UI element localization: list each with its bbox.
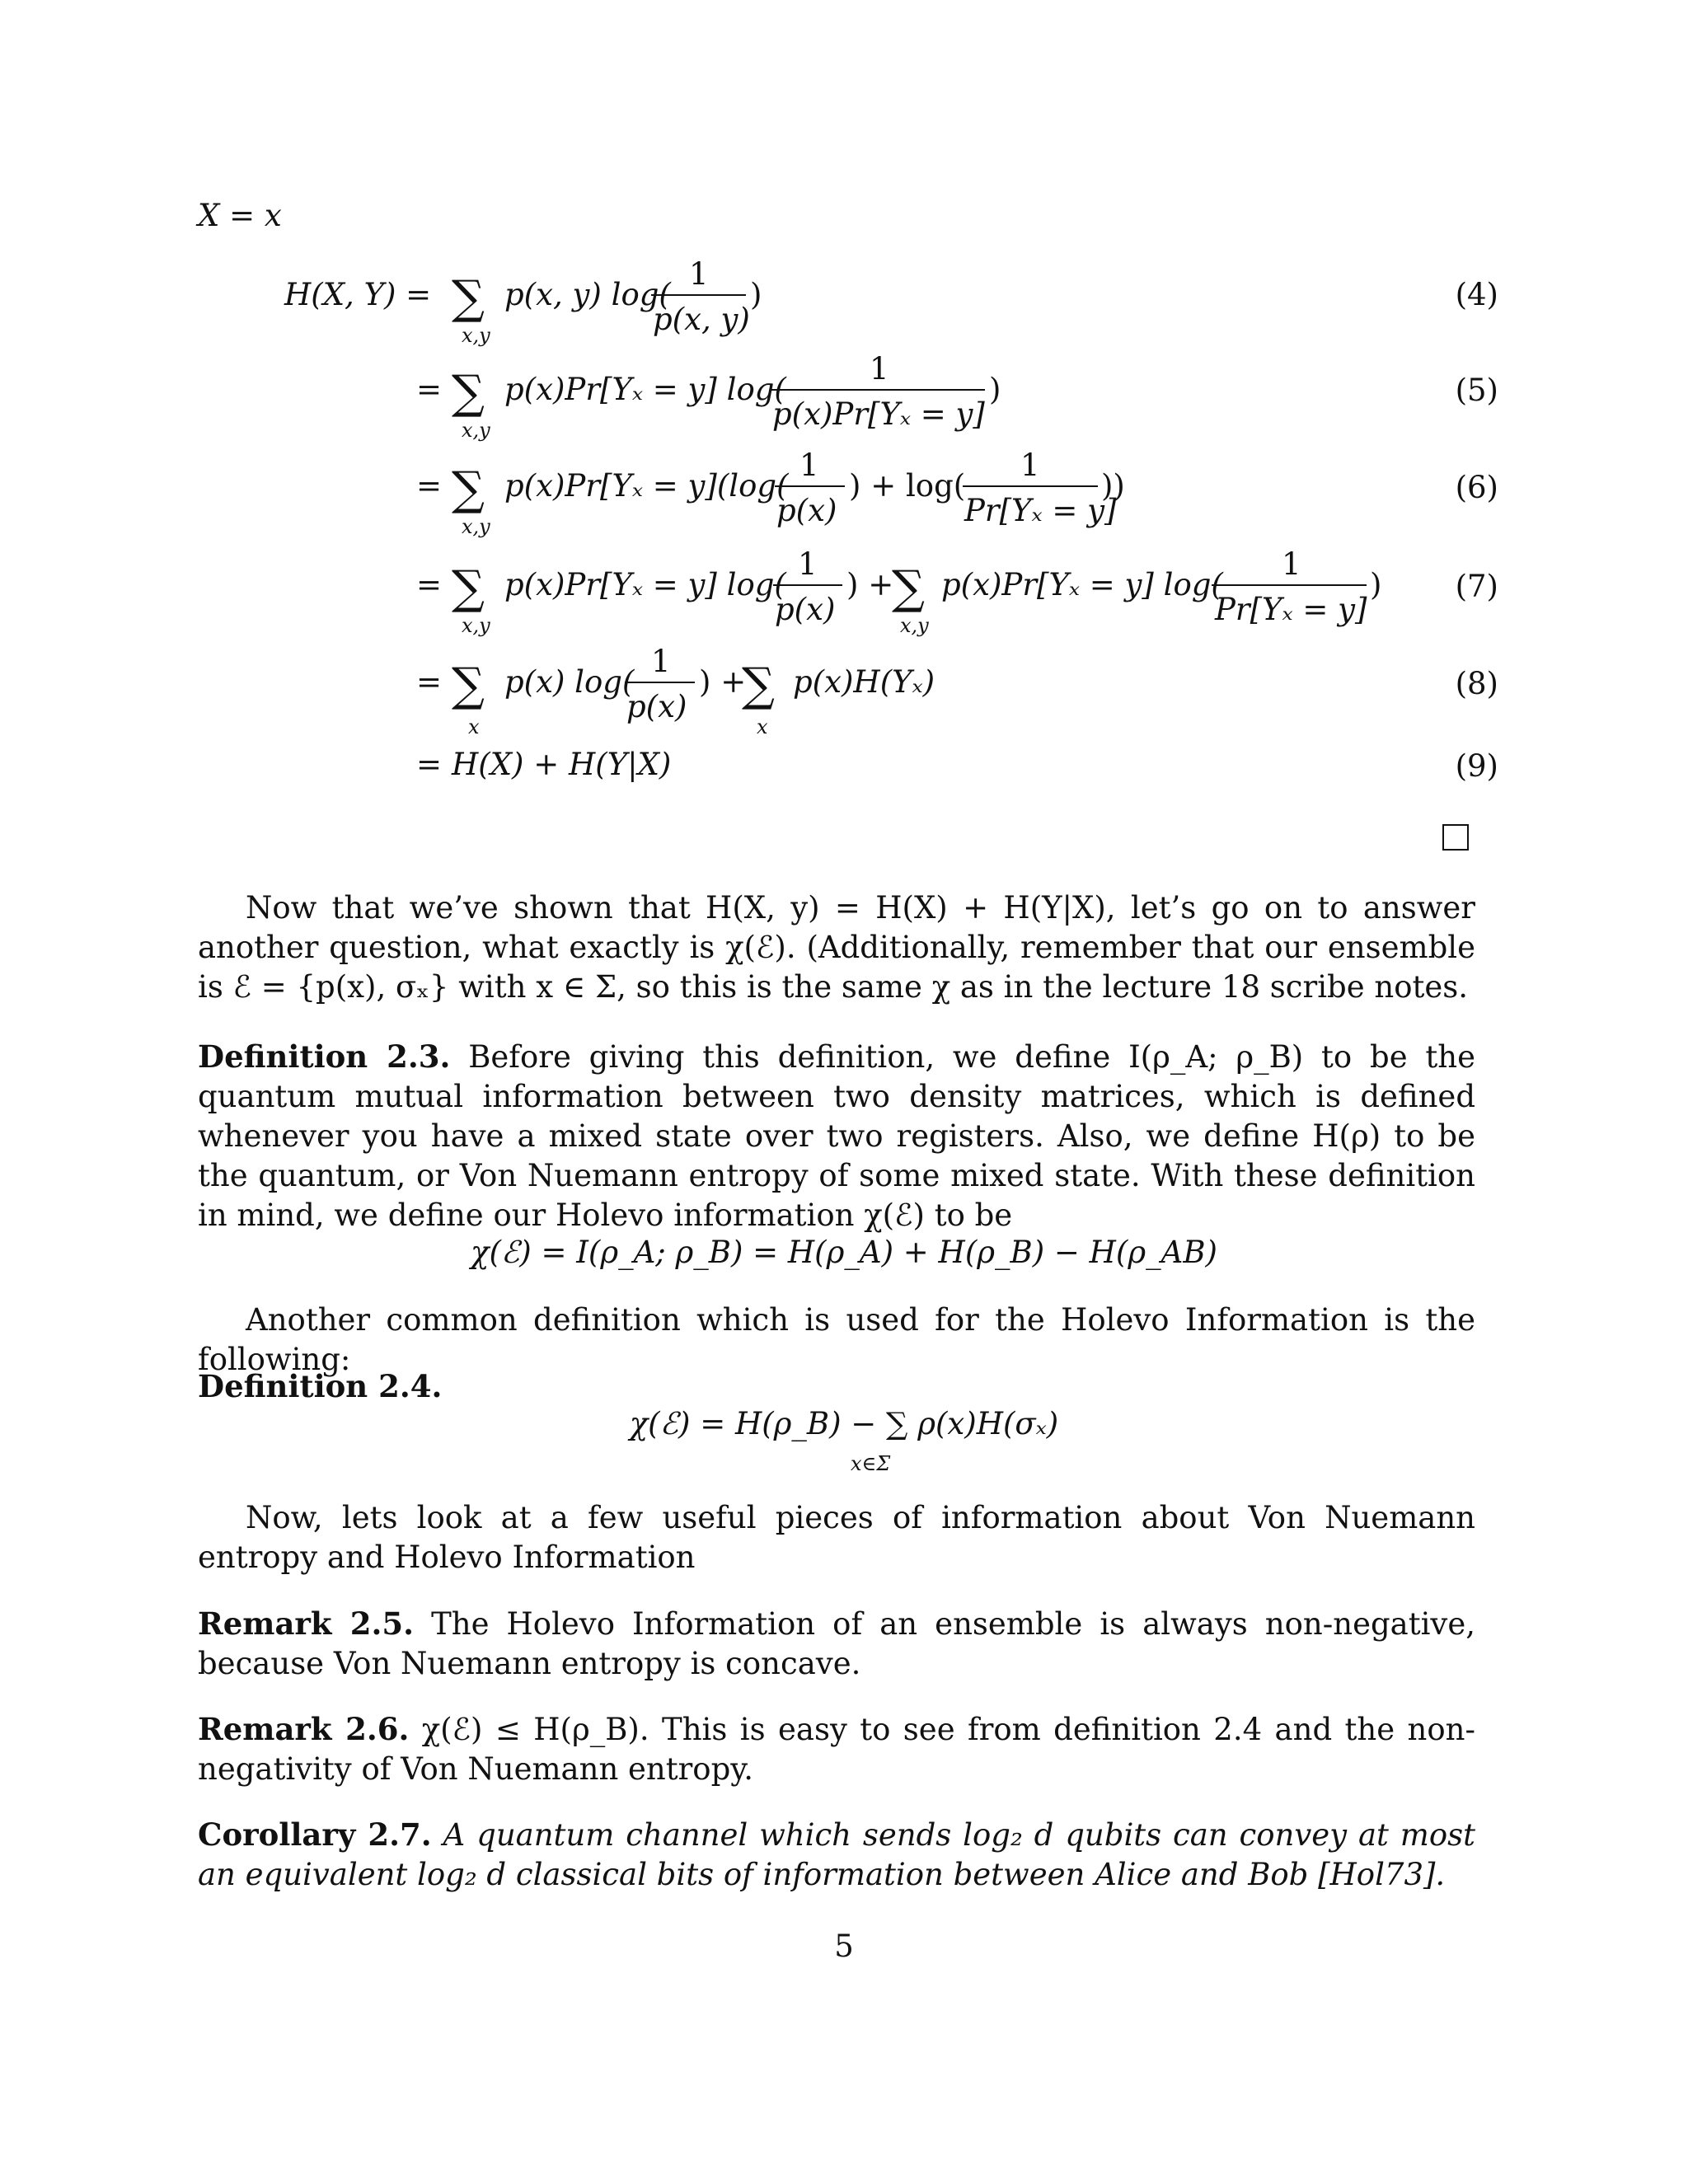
remark-label: Remark 2.6.	[198, 1711, 410, 1747]
svg-text:p(x)Pr[Yₓ = y] log(: p(x)Pr[Yₓ = y] log(	[504, 372, 786, 407]
svg-text:p(x): p(x)	[626, 689, 687, 724]
derivation-line-4	[284, 256, 762, 347]
svg-text:1: 1	[1020, 448, 1040, 483]
svg-text:=: =	[416, 372, 443, 407]
derivation-line-8	[416, 644, 935, 738]
remark-text: χ(ℰ) ≤ H(ρ_B). This is easy to see from definition 2.4 and the non-negativity of Von Nuemann entropy.	[198, 1712, 1475, 1787]
svg-text:) +: ) +	[846, 567, 894, 602]
svg-text:1: 1	[689, 256, 709, 292]
svg-text:) + log(: ) + log(	[849, 468, 966, 504]
svg-text:p(x): p(x)	[775, 592, 836, 627]
sum-subscript: x∈Σ	[851, 1452, 891, 1475]
eq-number-4: (4)	[1455, 277, 1498, 312]
paragraph-common-definition: Another common definition which is used for the Holevo Information is the following:	[198, 1302, 1475, 1377]
svg-text:=: =	[416, 747, 443, 782]
svg-text:Pr[Yₓ = y]: Pr[Yₓ = y]	[964, 493, 1117, 528]
svg-text:x,y: x,y	[462, 419, 490, 442]
derivation-line-7	[416, 546, 1381, 637]
entropy-derivation	[0, 247, 1688, 808]
svg-text:p(x)Pr[Yₓ = y] log(: p(x)Pr[Yₓ = y] log(	[504, 567, 786, 602]
corollary-label: Corollary 2.7.	[198, 1816, 432, 1853]
svg-text:1: 1	[798, 546, 818, 582]
remark-2-5	[198, 1604, 1475, 1684]
svg-text:): )	[989, 372, 1001, 407]
definition-label: Definition 2.3.	[198, 1038, 451, 1075]
svg-text:=: =	[416, 468, 443, 504]
svg-text:∑: ∑	[892, 561, 925, 615]
svg-text:p(x)Pr[Yₓ = y]: p(x)Pr[Yₓ = y]	[772, 396, 985, 432]
svg-text:x,y: x,y	[900, 614, 929, 637]
definition-2-4-label: Definition 2.4.	[198, 1368, 443, 1404]
paragraph-useful-pieces: Now, lets look at a few useful pieces of information about Von Nuemann entropy and Holevo Information	[198, 1500, 1475, 1575]
definition-2-3	[198, 1037, 1475, 1235]
svg-text:)): ))	[1101, 468, 1125, 504]
corollary-2-7	[198, 1815, 1475, 1895]
remark-label: Remark 2.5.	[198, 1605, 414, 1642]
svg-text:p(x): p(x)	[776, 493, 837, 528]
svg-text:H(X) + H(Y|X): H(X) + H(Y|X)	[452, 747, 672, 782]
remark-2-6	[198, 1709, 1475, 1789]
svg-text:p(x)H(Yₓ): p(x)H(Yₓ)	[793, 664, 935, 700]
svg-text:): )	[750, 277, 762, 312]
svg-text:∑: ∑	[452, 366, 485, 419]
svg-text:x: x	[757, 715, 768, 738]
svg-text:p(x) log(: p(x) log(	[504, 664, 635, 700]
svg-text:x,y: x,y	[462, 515, 490, 538]
svg-text:p(x)Pr[Yₓ = y] log(: p(x)Pr[Yₓ = y] log(	[941, 567, 1223, 602]
svg-text:1: 1	[1282, 546, 1301, 582]
svg-text:1: 1	[870, 351, 889, 387]
paragraph-intro: Now that we’ve shown that H(X, y) = H(X) + H(Y|X), let’s go on to answer another question, what exactly is χ(ℰ). (Additionally, remember that our ensemble is ℰ = {p(x), σₓ} with x ∈ Σ, so this is the same χ as in the lecture 18 scribe notes.	[198, 890, 1475, 1005]
holevo-display-equation-1: χ(ℰ) = I(ρ_A; ρ_B) = H(ρ_A) + H(ρ_B) − H(ρ_AB)	[471, 1235, 1217, 1270]
svg-text:=: =	[416, 664, 443, 700]
derivation-line-5	[416, 351, 1001, 442]
qed-symbol	[1442, 824, 1469, 851]
svg-text:∑: ∑	[452, 561, 485, 615]
svg-text:=: =	[416, 567, 443, 602]
svg-text:Pr[Yₓ = y]: Pr[Yₓ = y]	[1215, 592, 1367, 627]
page-number: 5	[834, 1929, 854, 1964]
svg-text:∑: ∑	[742, 658, 775, 712]
holevo-display-equation-2: χ(ℰ) = H(ρ_B) − ∑ ρ(x)H(σₓ)	[629, 1406, 1059, 1441]
svg-text:x: x	[468, 715, 480, 738]
svg-text:p(x, y): p(x, y)	[653, 302, 750, 337]
eq-number-6: (6)	[1455, 470, 1498, 505]
header-equation: X = x	[198, 198, 282, 233]
svg-text:∑: ∑	[452, 462, 485, 516]
svg-text:x,y: x,y	[462, 614, 490, 637]
eq-number-8: (8)	[1455, 666, 1498, 701]
eq-number-5: (5)	[1455, 373, 1498, 408]
svg-text:p(x, y) log(: p(x, y) log(	[504, 277, 671, 312]
svg-text:x,y: x,y	[462, 324, 490, 347]
corollary-text: A quantum channel which sends log₂ d qubits can convey at most an equivalent log₂ d classical bits of information between Alice and Bob [Hol73].	[198, 1817, 1475, 1892]
svg-text:) +: ) +	[699, 664, 747, 700]
remark-text: The Holevo Information of an ensemble is always non-negative, because Von Nuemann entropy is concave.	[198, 1606, 1475, 1681]
derivation-line-9	[416, 747, 671, 782]
svg-text:1: 1	[651, 644, 671, 679]
svg-text:∑: ∑	[452, 658, 485, 712]
svg-text:): )	[1370, 567, 1382, 602]
svg-text:∑: ∑	[452, 271, 485, 325]
svg-text:1: 1	[799, 448, 819, 483]
eq-number-7: (7)	[1455, 569, 1498, 604]
derivation-line-6	[416, 448, 1125, 538]
svg-text:H(X, Y) =: H(X, Y) =	[284, 277, 432, 312]
eq-number-9: (9)	[1455, 748, 1498, 784]
definition-text: Before giving this definition, we define I(ρ_A; ρ_B) to be the quantum mutual information between two density matrices, which is defined whenever you have a mixed state over two registers. Also, we define H(ρ) to be the quantum, or Von Nuemann entropy of some mixed state. With these definition in mind, we define our Holevo information χ(ℰ) to be	[198, 1039, 1475, 1233]
svg-text:p(x)Pr[Yₓ = y](log(: p(x)Pr[Yₓ = y](log(	[504, 468, 789, 504]
